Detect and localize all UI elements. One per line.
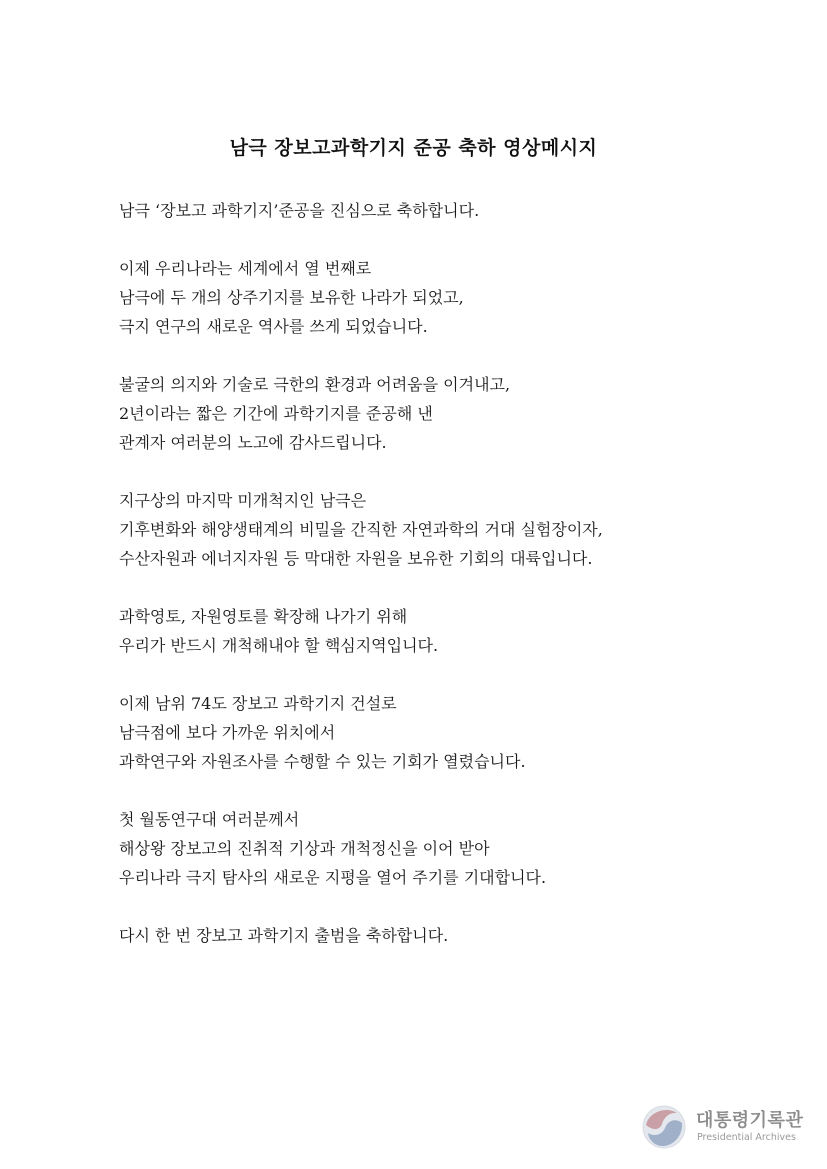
document-title: 남극 장보고과학기지 준공 축하 영상메시지	[229, 137, 598, 159]
paragraph	[119, 602, 759, 660]
paragraph	[119, 254, 759, 341]
text-line: 지구상의 마지막 미개척지인 남극은	[119, 491, 367, 510]
text-line: 첫 월동연구대 여러분께서	[119, 810, 300, 829]
text-line: 불굴의 의지와 기술로 극한의 환경과 어려움을 이겨내고,	[119, 375, 511, 394]
text-line: 수산자원과 에너지자원 등 막대한 자원을 보유한 기회의 대륙입니다.	[119, 549, 593, 568]
text-line: 다시 한 번 장보고 과학기지 출범을 축하합니다.	[119, 926, 449, 945]
text-line: 우리가 반드시 개척해내야 할 핵심지역입니다.	[119, 636, 439, 655]
text-line: 이제 우리나라는 세계에서 열 번째로	[119, 259, 372, 278]
text-line: 과학연구와 자원조사를 수행할 수 있는 기회가 열렸습니다.	[119, 752, 526, 771]
text-line: 이제 남위 74도 장보고 과학기지 건설로	[119, 694, 397, 713]
text-line: 2년이라는 짧은 기간에 과학기지를 준공해 낸	[119, 404, 433, 423]
presidential-archives-logo	[640, 1101, 810, 1153]
paragraph	[119, 805, 759, 892]
paragraph	[119, 921, 759, 950]
text-line: 남극에 두 개의 상주기지를 보유한 나라가 되었고,	[119, 288, 464, 307]
text-line: 과학영토, 자원영토를 확장해 나가기 위해	[119, 607, 408, 626]
logo-name-ko: 대통령기록관	[696, 1110, 804, 1131]
text-line: 해상왕 장보고의 진취적 기상과 개척정신을 이어 받아	[119, 839, 490, 858]
taegeuk-emblem-icon	[640, 1103, 688, 1151]
text-line: 우리나라 극지 탐사의 새로운 지평을 열어 주기를 기대합니다.	[119, 868, 547, 887]
paragraph	[119, 689, 759, 776]
text-line: 관계자 여러분의 노고에 감사드립니다.	[119, 433, 387, 452]
text-line: 기후변화와 해양생태계의 비밀을 간직한 자연과학의 거대 실험장이자,	[119, 520, 603, 539]
text-line: 극지 연구의 새로운 역사를 쓰게 되었습니다.	[119, 317, 428, 336]
logo-name-en: Presidential Archives	[697, 1132, 796, 1143]
text-line: 남극 ‘장보고 과학기지’준공을 진심으로 축하합니다.	[119, 201, 480, 220]
paragraph	[119, 196, 759, 225]
paragraph	[119, 486, 759, 573]
paragraph	[119, 370, 759, 457]
text-line: 남극점에 보다 가까운 위치에서	[119, 723, 336, 742]
document-body	[119, 196, 759, 979]
